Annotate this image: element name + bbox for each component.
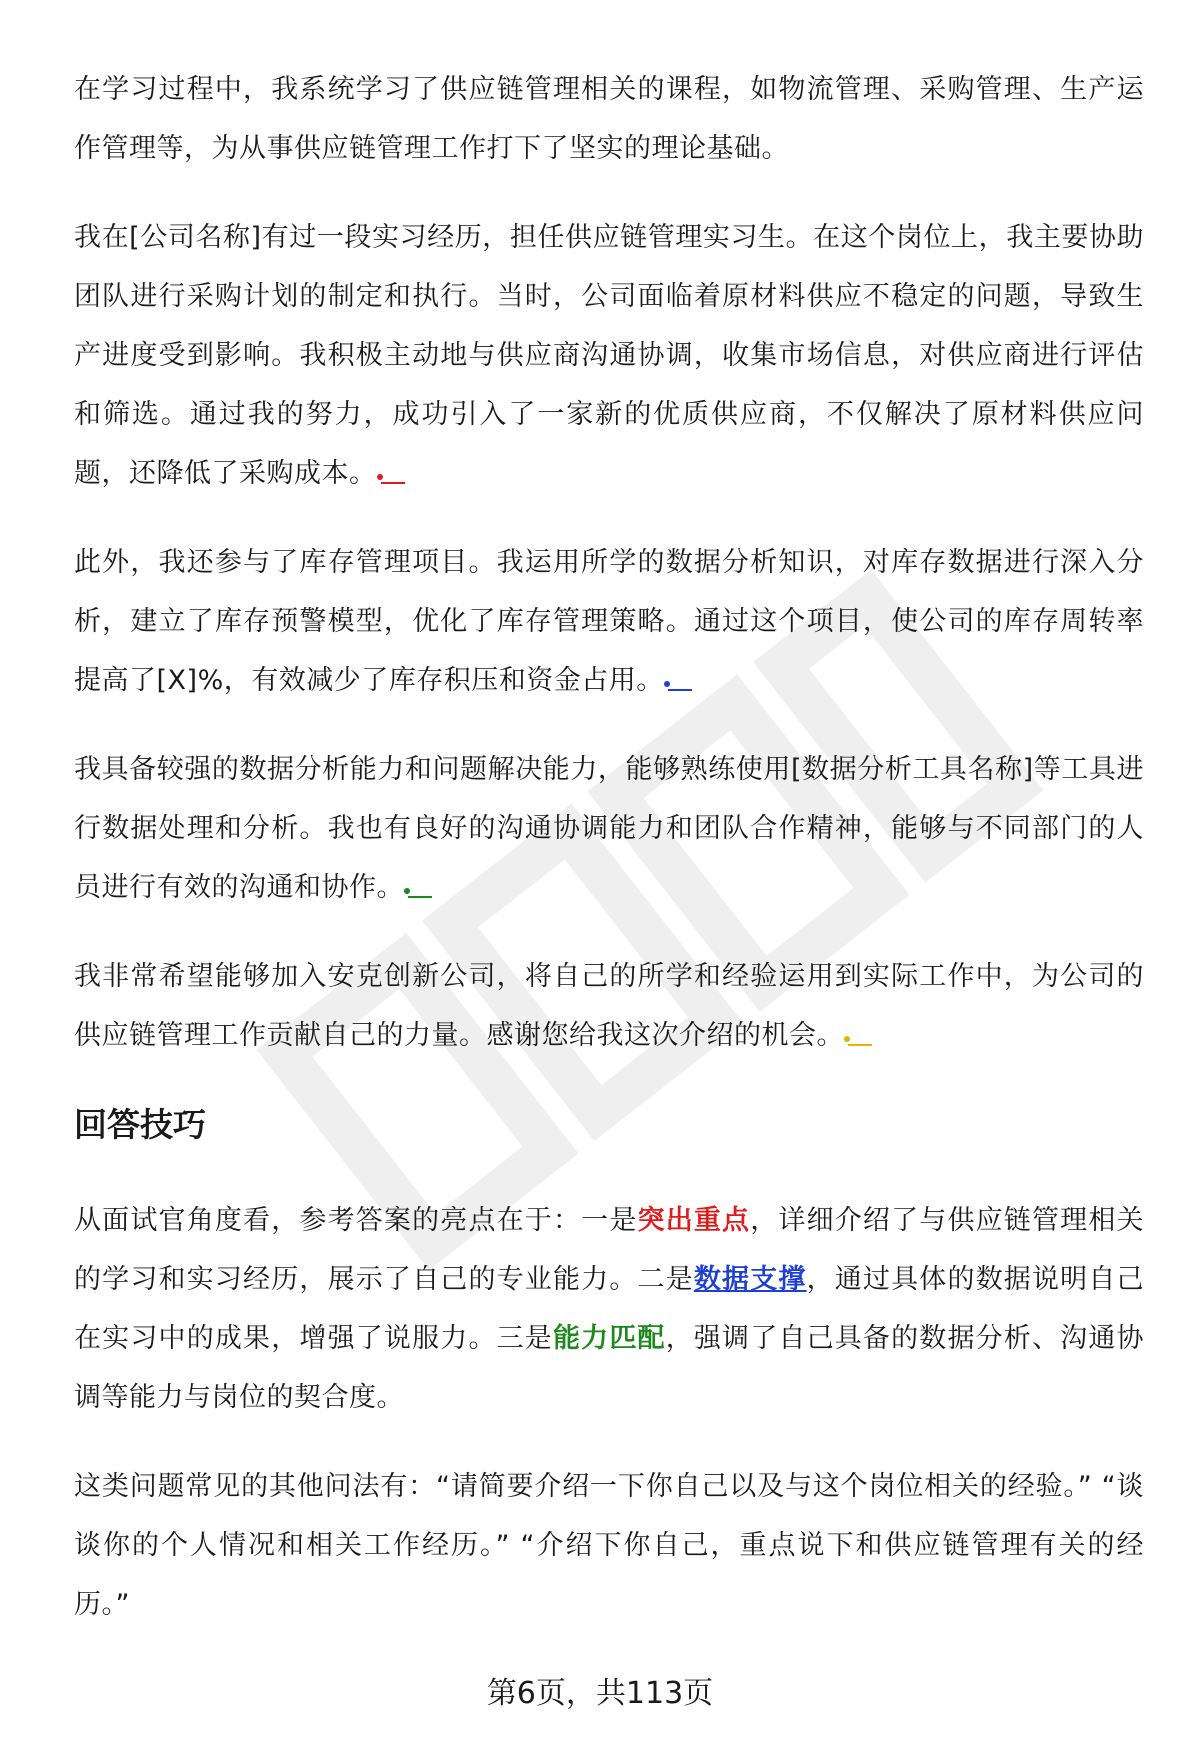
section-heading: 回答技巧 <box>74 1105 206 1144</box>
tips-text-seg4: ，强调了自己具备的数据分析、沟通协调等能力与岗位的契合度。 <box>74 1323 1145 1413</box>
answer-paragraph-2 <box>74 208 1144 503</box>
highlight-ability-match: 能力匹配 <box>553 1323 666 1354</box>
document-body <box>74 60 1144 1664</box>
tips-paragraph-2 <box>74 1457 1144 1634</box>
answer-text-1: 在学习过程中，我系统学习了供应链管理相关的课程，如物流管理、采购管理、生产运作管理等，为从事供应链管理工作打下了坚实的理论基础。 <box>74 74 1144 164</box>
tips-text-seg3: ，通过具体的数据说明自己在实习中的成果，增强了说服力。三是 <box>74 1264 1145 1354</box>
answer-text-5: 我非常希望能够加入安克创新公司，将自己的所学和经验运用到实际工作中，为公司的供应链管理工作贡献自己的力量。感谢您给我这次介绍的机会。 <box>74 961 1144 1051</box>
answer-paragraph-1 <box>74 60 1144 178</box>
annotation-mark-green <box>404 878 430 896</box>
annotation-mark-red <box>377 464 403 482</box>
answer-paragraph-5 <box>74 947 1144 1065</box>
tips-text-seg1: 从面试官角度看，参考答案的亮点在于：一是 <box>74 1205 638 1236</box>
highlight-focus: 突出重点 <box>637 1205 751 1236</box>
page-footer: 第6页，共113页 <box>486 1676 714 1711</box>
tips-text-alternatives: 这类问题常见的其他问法有：“请简要介绍一下你自己以及与这个岗位相关的经验。” “谈谈你的个人情况和相关工作经历。” “介绍下你自己，重点说下和供应链管理有关的经历。” <box>74 1471 1144 1620</box>
answer-paragraph-4 <box>74 740 1144 917</box>
annotation-mark-blue <box>664 671 690 689</box>
answer-text-2: 我在[公司名称]有过一段实习经历，担任供应链管理实习生。在这个岗位上，我主要协助团队进行采购计划的制定和执行。当时，公司面临着原材料供应不稳定的问题，导致生产进度受到影响。我积极主动地与供应商沟通协调，收集市场信息，对供应商进行评估和筛选。通过我的努力，成功引入了一家新的优质供应商，不仅解决了原材料供应问题，还降低了采购成本。 <box>74 222 1144 489</box>
answer-paragraph-3 <box>74 533 1144 710</box>
answer-text-4: 我具备较强的数据分析能力和问题解决能力，能够熟练使用[数据分析工具名称]等工具进行数据处理和分析。我也有良好的沟通协调能力和团队合作精神，能够与不同部门的人员进行有效的沟通和协作。 <box>74 754 1144 903</box>
annotation-mark-yellow <box>844 1026 870 1044</box>
highlight-data-support: 数据支撑 <box>693 1264 807 1295</box>
answer-text-3: 此外，我还参与了库存管理项目。我运用所学的数据分析知识，对库存数据进行深入分析，建立了库存预警模型，优化了库存管理策略。通过这个项目，使公司的库存周转率提高了[X]%，有效减少了库存积压和资金占用。 <box>74 547 1144 696</box>
tips-text-seg2: ，详细介绍了与供应链管理相关的学习和实习经历，展示了自己的专业能力。二是 <box>74 1205 1145 1295</box>
tips-paragraph-1 <box>74 1191 1144 1427</box>
